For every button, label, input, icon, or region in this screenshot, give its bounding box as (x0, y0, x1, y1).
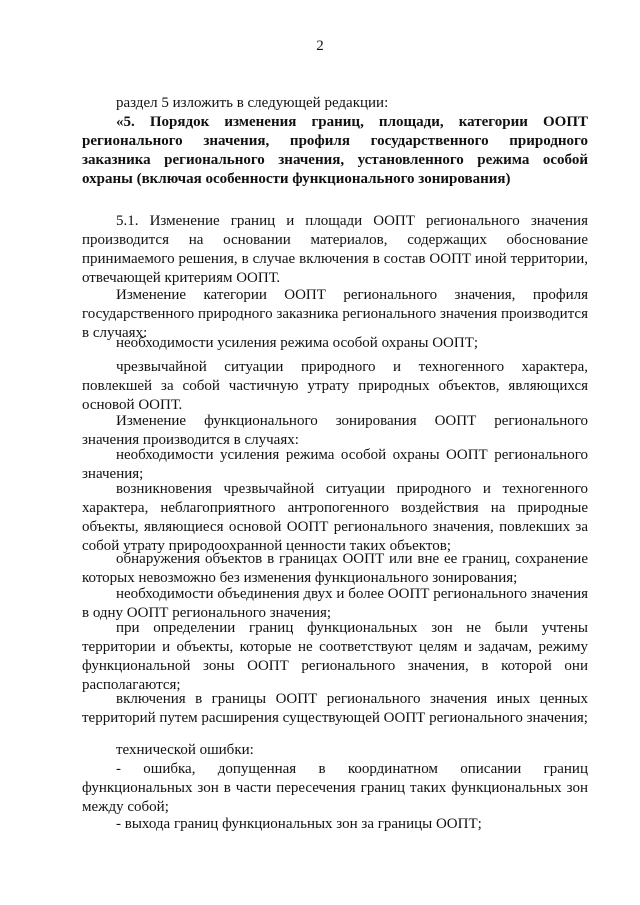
list-item: включения в границы ООПТ регионального значения иных ценных территорий путем расширения существующей ООПТ регионального значения; (82, 691, 588, 726)
intro-line: раздел 5 изложить в следующей редакции: (116, 95, 389, 111)
paragraph-5-1: 5.1. Изменение границ и площади ООПТ регионального значения производится на основании материалов, содержащих обоснование принимаемого решения, в случае включения в состав ООПТ иной территории, отвечающей критериям ООПТ. (82, 213, 588, 286)
list-item: чрезвычайной ситуации природного и техногенного характера, повлекшей за собой частичную утрату природных объектов, являющихся основой ООПТ. (82, 359, 588, 413)
list-item: - выхода границ функциональных зон за границы ООПТ; (116, 816, 482, 832)
list-item: необходимости усиления режима особой охраны ООПТ регионального значения; (82, 447, 588, 482)
paragraph-category-change: Изменение категории ООПТ регионального значения, профиля государственного природного заказника регионального значения производится в случаях: (82, 287, 588, 341)
paragraph-zoning-change: Изменение функционального зонирования ООПТ регионального значения производится в случаях: (82, 413, 588, 448)
section-heading: «5. Порядок изменения границ, площади, категории ООПТ регионального значения, профиля государственного природного заказника регионального значения, установленного режима особой охраны (включая особенности функционального зонирования) (82, 114, 588, 187)
list-item: технической ошибки: (116, 742, 254, 758)
page-number: 2 (316, 38, 324, 54)
list-item: при определении границ функциональных зон не были учтены территории и объекты, которые не соответствуют целям и задачам, режиму функциональной зоны ООПТ регионального значения, в которой они располагаются; (82, 620, 588, 693)
list-item: возникновения чрезвычайной ситуации природного и техногенного характера, неблагоприятного антропогенного воздействия на природные объекты, являющиеся основой ООПТ регионального значения, повлекших за собой утрату природоохранной ценности таких объектов; (82, 481, 588, 554)
list-item: необходимости усиления режима особой охраны ООПТ; (116, 335, 479, 351)
list-item: обнаружения объектов в границах ООПТ или вне ее границ, сохранение которых невозможно без изменения функционального зонирования; (82, 551, 588, 586)
list-item: необходимости объединения двух и более ООПТ регионального значения в одну ООПТ регионального значения; (82, 586, 588, 621)
list-item: - ошибка, допущенная в координатном описании границ функциональных зон в части пересечения границ таких функциональных зон между собой; (82, 761, 588, 815)
